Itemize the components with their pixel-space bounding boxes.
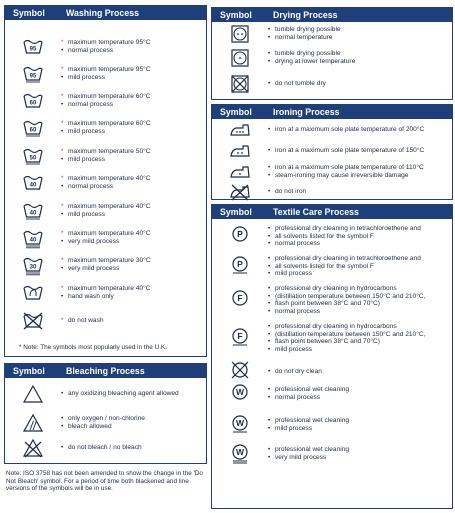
washing-description [61,175,151,190]
textile-row [212,285,452,315]
tumble-dry-normal-icon [212,24,268,44]
description-line: • do not bleach / no bleach [61,444,142,452]
description-line: • mild process [268,270,421,278]
wet-clean-mild-icon [212,414,268,436]
textile-symbol-heading: Symbol [220,207,252,217]
description-line: • (distillation temperature between 150°C and 210°C, [268,293,425,301]
ironing-panel [211,104,453,200]
wash-tub-50-gentle-icon [5,145,61,167]
description-line: • professional dry cleaning in hydrocarbons [268,285,425,293]
textile-row [212,255,452,278]
bleaching-symbol-heading: Symbol [13,366,45,376]
description-line: • mild process [268,346,425,354]
washing-rows [5,20,206,338]
washing-row [5,63,206,85]
washing-description [61,285,151,300]
ironing-description [268,188,306,196]
description-line: • do not tumble dry [268,80,326,88]
do-not-dry-clean-icon [212,361,268,383]
textile-header [212,205,452,219]
washing-panel [4,5,207,357]
ironing-header [212,105,452,119]
drying-row [212,48,452,68]
svg-text:P: P [237,229,243,240]
washing-description [61,93,151,108]
description-line: • professional dry cleaning in hydrocarbons [268,323,425,331]
drying-row [212,74,452,94]
do-not-iron-icon [212,183,268,201]
drying-rows [212,22,452,98]
drying-row [212,24,452,44]
washing-row [5,227,206,249]
bleaching-title: Bleaching Process [66,366,145,376]
svg-text:W: W [235,418,245,429]
bleach-non-chlorine-icon [5,413,61,433]
description-line: * maximum temperature 40°C [61,203,151,211]
description-line: * maximum temperature 40°C [61,175,151,183]
textile-description [268,225,421,248]
description-line: • tumble drying possible [268,26,341,34]
washing-description [61,317,104,325]
svg-text:50: 50 [29,155,37,162]
svg-text:W: W [235,387,245,398]
bleaching-description [61,444,142,452]
washing-description [61,203,151,218]
description-line: • flash point between 38°C and 70°C) [268,338,425,346]
washing-note: * Note: The symbols most popularly used in the U.K. [19,344,168,351]
svg-text:F: F [237,331,243,342]
description-line: • normal process [268,308,425,316]
textile-title: Textile Care Process [273,207,359,217]
svg-text:60: 60 [29,127,37,134]
wash-tub-95-icon [5,36,61,58]
washing-description [61,230,151,245]
dry-clean-p-icon [212,225,268,247]
description-line: • all solvents listed for the symbol F [268,233,421,241]
ironing-row [212,163,452,181]
description-line: • normal process [61,183,151,191]
description-line: * maximum temperature 40°C [61,285,151,293]
description-line: * do not wash [61,317,104,325]
ironing-rows [212,119,452,199]
wash-tub-60-gentle-icon [5,117,61,139]
washing-description [61,39,151,54]
description-line: • very mild process [61,238,151,246]
description-line: • any oxidizing bleaching agent allowed [61,390,179,398]
ironing-symbol-heading: Symbol [220,107,252,117]
description-line: * maximum temperature 40°C [61,230,151,238]
tumble-dry-low-icon [212,48,268,68]
wet-clean-icon [212,383,268,405]
textile-row [212,443,452,465]
washing-row [5,310,206,332]
dry-clean-f-mild-icon [212,327,268,349]
dry-clean-p-mild-icon [212,255,268,277]
ironing-description [268,147,424,155]
description-line: • iron at a maximum sole plate temperature of 200°C [268,126,424,134]
washing-row [5,117,206,139]
svg-text:40: 40 [29,210,37,217]
iron-low-icon [212,163,268,181]
wash-tub-40-gentle-icon [5,200,61,222]
washing-description [61,120,151,135]
description-line: * maximum temperature 30°C [61,257,151,265]
washing-row [5,36,206,58]
textile-description [268,417,349,432]
dry-clean-f-icon [212,289,268,311]
description-line: • professional wet cleaning [268,417,349,425]
drying-panel [211,7,453,100]
description-line: • iron at a maximum sole plate temperature of 110°C [268,164,424,172]
svg-text:40: 40 [29,237,37,244]
textile-row [212,414,452,436]
textile-description [268,368,322,376]
do-not-tumble-dry-icon [212,74,268,94]
svg-text:30: 30 [29,264,37,271]
washing-row [5,145,206,167]
description-line: • flash point between 38°C and 70°C) [268,300,425,308]
ironing-row [212,121,452,139]
washing-description [61,257,151,272]
svg-text:95: 95 [29,73,37,80]
description-line: • professional wet cleaning [268,386,349,394]
wash-tub-60-icon [5,90,61,112]
description-line: • normal process [61,47,151,55]
description-line: • normal process [268,394,349,402]
wash-tub-95-gentle-icon [5,63,61,85]
do-not-wash-icon [5,310,61,332]
description-line: • normal temperature [268,34,341,42]
bleaching-panel [4,363,207,464]
description-line: • bleach allowed [61,423,145,431]
washing-description [61,66,151,81]
bleach-any-icon [5,384,61,404]
textile-row [212,323,452,353]
washing-row [5,282,206,304]
textile-panel [211,204,453,509]
description-line: • hand wash only [61,293,151,301]
bleaching-row [5,384,206,404]
ironing-row [212,142,452,160]
description-line: • mild process [61,156,151,164]
ironing-description [268,164,424,179]
textile-row [212,225,452,248]
washing-row [5,200,206,222]
iron-high-icon [212,121,268,139]
description-line: * maximum temperature 95°C [61,66,151,74]
description-line: • normal process [61,101,151,109]
description-line: • mild process [61,74,151,82]
textile-row [212,383,452,405]
svg-text:P: P [237,259,243,270]
svg-text:W: W [235,447,245,458]
drying-description [268,50,355,65]
description-line: • do not iron [268,188,306,196]
bleaching-description [61,415,145,430]
textile-description [268,386,349,401]
bleaching-header [5,364,206,378]
description-line: • drying at lower temperature [268,58,355,66]
bleaching-rows [5,378,206,462]
svg-text:40: 40 [29,182,37,189]
hand-wash-icon [5,282,61,304]
bleaching-description [61,390,179,398]
description-line: • very mild process [268,454,349,462]
ironing-description [268,126,424,134]
description-line: • mild process [61,211,151,219]
washing-description [61,148,151,163]
textile-row [212,361,452,383]
wash-tub-40-icon [5,172,61,194]
bleaching-row [5,413,206,433]
description-line: • steam-ironing may cause irreversible damage [268,172,424,180]
drying-symbol-heading: Symbol [220,10,252,20]
svg-text:F: F [237,293,243,304]
drying-description [268,80,326,88]
description-line: • tumble drying possible [268,50,355,58]
svg-text:60: 60 [29,100,37,107]
description-line: * maximum temperature 60°C [61,120,151,128]
wash-tub-30-very-gentle-icon [5,254,61,276]
description-line: • very mild process [61,265,151,273]
ironing-title: Ironing Process [273,107,340,117]
description-line: • mild process [61,128,151,136]
textile-rows [212,219,452,507]
description-line: • mild process [268,425,349,433]
drying-header [212,8,452,22]
drying-title: Drying Process [273,10,338,20]
description-line: • iron at a maximum sole plate temperature of 150°C [268,147,424,155]
bleaching-row [5,438,206,458]
washing-symbol-heading: Symbol [13,8,45,18]
textile-description [268,446,349,461]
washing-title: Washing Process [66,8,140,18]
description-line: • (distillation temperature between 150°C and 210°C, [268,331,425,339]
textile-description [268,285,425,315]
wash-tub-40-very-gentle-icon [5,227,61,249]
do-not-bleach-icon [5,438,61,458]
drying-description [268,26,341,41]
description-line: * maximum temperature 60°C [61,93,151,101]
description-line: * maximum temperature 50°C [61,148,151,156]
washing-row [5,90,206,112]
wet-clean-very-mild-icon [212,443,268,465]
description-line: • only oxygen / non-chlorine [61,415,145,423]
svg-text:95: 95 [29,46,37,53]
washing-row [5,172,206,194]
iron-medium-icon [212,142,268,160]
description-line: • all solvents listed for the symbol F [268,263,421,271]
description-line: * maximum temperature 95°C [61,39,151,47]
textile-description [268,323,425,353]
ironing-row [212,183,452,201]
description-line: • professional dry cleaning in tetrachloroethene and [268,255,421,263]
description-line: • professional dry cleaning in tetrachloroethene and [268,225,421,233]
description-line: • professional wet cleaning [268,446,349,454]
iso-note: Note: ISO 3758 has not been amended to show the change in the 'Do Not Bleach' symbol. For a period of time both blackened and line versions of the symbols will be in use. [6,470,203,493]
description-line: • normal process [268,240,421,248]
textile-description [268,255,421,278]
washing-row [5,254,206,276]
description-line: • do not dry clean [268,368,322,376]
washing-header [5,6,206,20]
